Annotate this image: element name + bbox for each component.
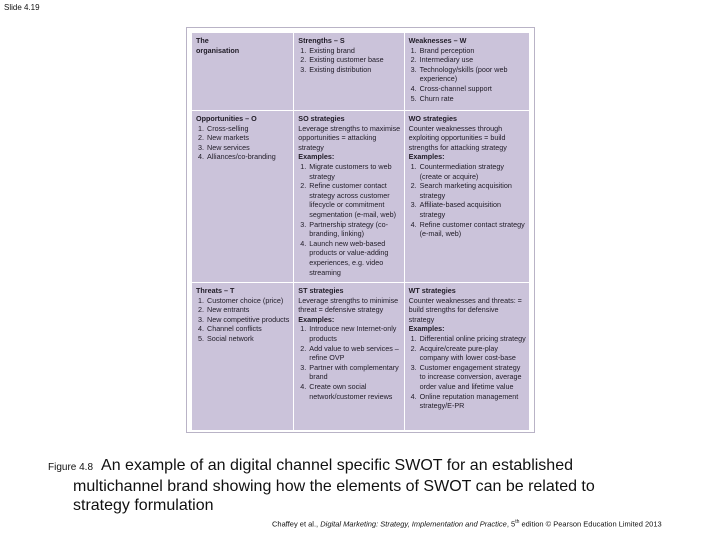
list-item: 2. Intermediary use — [419, 55, 526, 65]
st-strategies-cell — [294, 283, 404, 431]
credit-edition-rest: edition © Pearson Education Limited 2013 — [519, 519, 662, 529]
opportunities-cell — [192, 111, 294, 283]
list-item: 4. Refine customer contact strategy (e-mail, web) — [419, 220, 526, 239]
list-item: 4. Online reputation management strategy/E-PR — [419, 392, 526, 411]
credit-book-title: Digital Marketing: Strategy, Implementation and Practice — [320, 519, 507, 529]
list-item: 2. Refine customer contact strategy across customer lifecycle or commitment segmentation (e-mail, web) — [308, 181, 400, 219]
so-examples-label: Examples: — [298, 152, 335, 162]
wo-description: Counter weaknesses through exploiting opportunities = build strengths for attacking strategy — [408, 123, 507, 152]
swot-table — [191, 32, 530, 431]
list-item: 1. Countermediation strategy (create or acquire) — [419, 162, 526, 181]
list-item: 2. New entrants — [206, 305, 290, 315]
list-item: 3. Technology/skills (poor web experience) — [419, 65, 526, 84]
so-description: Leverage strengths to maximise opportunities = attacking strategy — [298, 123, 401, 152]
list-item: 1. Migrate customers to web strategy — [308, 162, 400, 181]
credit-edition-number: , 5 — [506, 519, 516, 529]
list-item: 1. Customer choice (price) — [206, 296, 290, 306]
caption-line-1: An example of an digital channel specific SWOT for an established — [101, 457, 573, 474]
weaknesses-title: Weaknesses – W — [408, 36, 467, 45]
st-examples-label: Examples: — [298, 314, 335, 324]
list-item: 3. Affiliate-based acquisition strategy — [419, 200, 526, 219]
weaknesses-list — [409, 46, 526, 104]
list-item: 2. Add value to web services – refine OVP — [308, 344, 400, 363]
wt-examples-label: Examples: — [408, 324, 445, 334]
list-item: 2. Existing customer base — [308, 55, 400, 65]
list-item: 4. Cross-channel support — [419, 84, 526, 94]
list-item: 4. Create own social network/customer reviews — [308, 382, 400, 401]
wt-strategies-cell — [404, 283, 529, 431]
corner-line-1: The — [196, 36, 209, 45]
list-item: 3. Partner with complementary brand — [308, 363, 400, 382]
opportunities-title: Opportunities – O — [196, 114, 257, 123]
list-item: 4. Alliances/co-branding — [206, 152, 290, 162]
so-strategies-cell — [294, 111, 404, 283]
threats-title: Threats – T — [196, 286, 235, 295]
opportunities-list — [196, 124, 290, 162]
corner-line-2: organisation — [196, 45, 240, 55]
list-item: 3. Existing distribution — [308, 65, 400, 75]
so-list — [298, 162, 400, 277]
swot-figure — [186, 27, 535, 433]
credit-edition-suffix: th — [515, 519, 520, 525]
credit-authors: Chaffey et al., — [272, 519, 319, 529]
list-item: 1. Existing brand — [308, 46, 400, 56]
strengths-cell — [294, 33, 404, 111]
corner-cell — [192, 33, 294, 111]
list-item: 3. New services — [206, 143, 290, 153]
list-item: 3. Partnership strategy (co-branding, linking) — [308, 220, 400, 239]
list-item: 4. Launch new web-based products or value-adding experiences, e.g. video streaming — [308, 239, 400, 277]
st-title: ST strategies — [298, 286, 344, 295]
strengths-title: Strengths – S — [298, 36, 345, 45]
list-item: 3. New competitive products — [206, 315, 290, 325]
list-item: 1. Brand perception — [419, 46, 526, 56]
caption-line-3: strategy formulation — [73, 497, 214, 514]
strengths-list — [298, 46, 400, 75]
st-list — [298, 324, 400, 401]
wo-title: WO strategies — [408, 114, 457, 123]
list-item: 5. Social network — [206, 334, 290, 344]
so-title: SO strategies — [298, 114, 345, 123]
wo-strategies-cell — [404, 111, 529, 283]
list-item: 2. Acquire/create pure-play company with lower cost-base — [419, 344, 526, 363]
wt-description: Counter weaknesses and threats: = build strengths for defensive strategy — [408, 295, 522, 324]
slide-number: Slide 4.19 — [4, 3, 40, 12]
list-item: 1. Cross-selling — [206, 124, 290, 134]
list-item: 1. Introduce new Internet-only products — [308, 324, 400, 343]
figure-caption — [48, 456, 688, 515]
caption-line-2: multichannel brand showing how the elements of SWOT can be related to — [73, 478, 595, 495]
wt-list — [409, 334, 526, 411]
wo-list — [409, 162, 526, 239]
st-description: Leverage strengths to minimise threat = defensive strategy — [298, 295, 399, 315]
list-item: 3. Customer engagement strategy to increase conversion, average order value and lifetime value — [419, 363, 526, 392]
wt-title: WT strategies — [408, 286, 456, 295]
list-item: 1. Differential online pricing strategy — [419, 334, 526, 344]
threats-list — [196, 296, 290, 344]
list-item: 5. Churn rate — [419, 94, 526, 104]
list-item: 2. New markets — [206, 133, 290, 143]
wo-examples-label: Examples: — [408, 152, 445, 162]
list-item: 2. Search marketing acquisition strategy — [419, 181, 526, 200]
list-item: 4. Channel conflicts — [206, 324, 290, 334]
threats-cell — [192, 283, 294, 431]
figure-label: Figure 4.8 — [48, 462, 94, 473]
source-credit — [272, 519, 712, 529]
weaknesses-cell — [404, 33, 529, 111]
